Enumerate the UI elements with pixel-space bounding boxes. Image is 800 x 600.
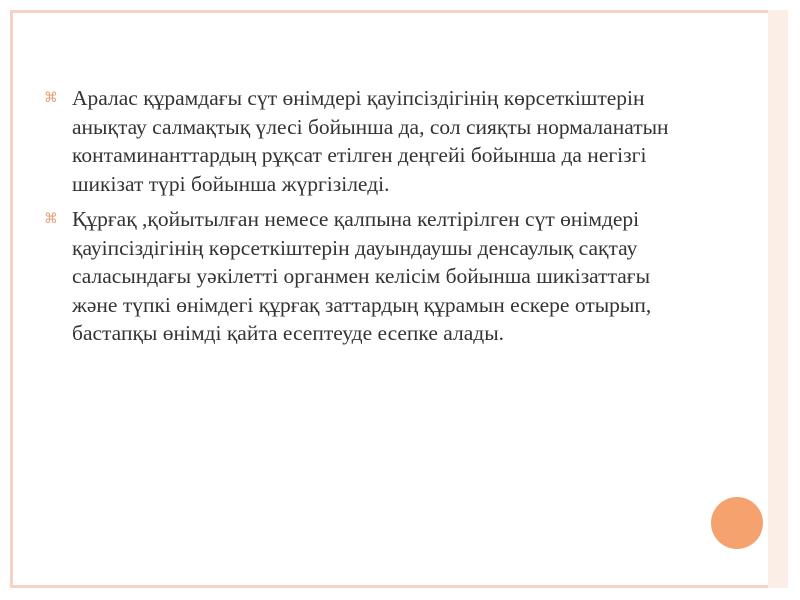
decorative-circle-icon (711, 497, 763, 549)
bullet-icon: ⌘ (44, 90, 58, 106)
decorative-side-band (768, 10, 788, 588)
bullet-text: Құрғақ ,қойытылған немесе қалпына келтірілген сүт өнімдері қауіпсіздігінің көрсеткіштерін дауындаушы денсаулық сақтау саласындағы уәкілетті органмен келісім бойынша шикізаттағы және түпкі өнімдегі құрғақ заттардың құрамын ескере отырып, бастапқы өнімді қайта есептеуде есепке алады. (72, 207, 652, 345)
bullet-item (44, 205, 696, 348)
slide-body (44, 84, 696, 355)
bullet-item (44, 84, 696, 198)
bullet-icon: ⌘ (44, 211, 58, 227)
bullet-text: Аралас құрамдағы сүт өнімдері қауіпсіздігінің көрсеткіштерін анықтау салмақтық үлесі бойынша да, сол сияқты нормаланатын контаминанттардың рұқсат етілген деңгейі бойынша да негізгі шикізат түрі бойынша жүргізіледі. (72, 86, 669, 196)
